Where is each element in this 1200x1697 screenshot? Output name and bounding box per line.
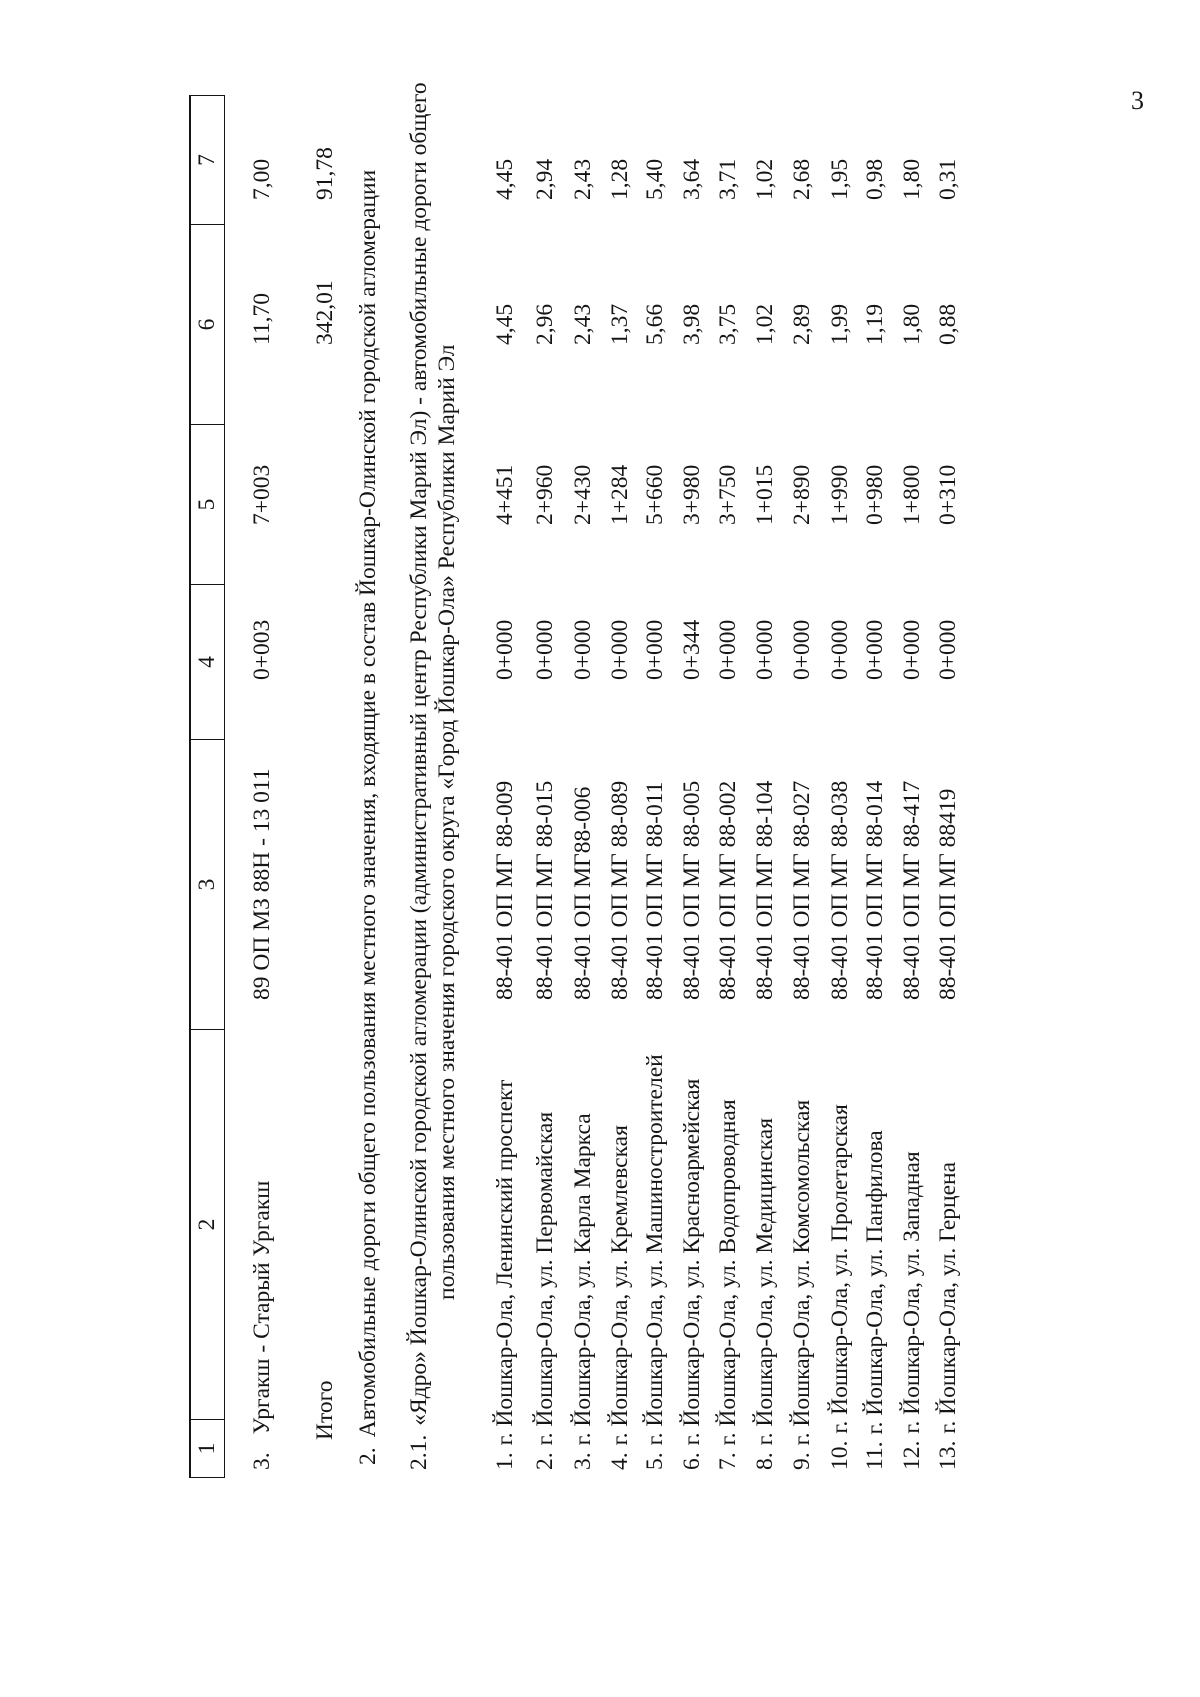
header-cell-7: 7 [191, 95, 224, 225]
road-name: г. Йошкар-Ола, ул. Панфилова [862, 1130, 888, 1435]
table-row [565, 95, 601, 1470]
empty-cell [307, 525, 343, 680]
end-chainage: 0+310 [935, 464, 961, 525]
value-col-6: 1,99 [827, 303, 853, 345]
road-cell [784, 1000, 820, 1470]
road-cell [602, 1000, 638, 1470]
table-row [747, 95, 783, 1470]
table-row [822, 95, 858, 1470]
row-number: 2. [532, 1452, 558, 1470]
value-col-7: 0,98 [862, 158, 888, 200]
value-col-6: 0,88 [935, 303, 961, 345]
table-row [674, 95, 710, 1470]
subsection-text-2: пользования местного значения городского округа «Город Йошкар-Ола» Республики Марий Эл [434, 344, 460, 1300]
subsection-line-1 [405, 82, 433, 1470]
start-chainage: 0+000 [570, 619, 596, 680]
header-cell-1: 1 [191, 1420, 224, 1478]
header-cell-2: 2 [191, 1030, 224, 1420]
section-heading [350, 170, 386, 1465]
value-col-7: 1,95 [827, 158, 853, 200]
value-col-6: 2,43 [570, 303, 596, 345]
header-cell-3: 3 [191, 740, 224, 1030]
row-number: 10. [827, 1440, 853, 1470]
section-number: 2. [355, 1447, 381, 1465]
row-number: 9. [789, 1452, 815, 1470]
start-chainage: 0+000 [715, 619, 741, 680]
road-id: 88-401 ОП МГ 88-014 [862, 780, 888, 1000]
road-name: г. Йошкар-Ола, ул. Западная [899, 1151, 925, 1434]
start-chainage: 0+000 [752, 619, 778, 680]
row-number: 5. [642, 1452, 668, 1470]
start-chainage: 0+003 [249, 619, 275, 680]
road-id: 88-401 ОП МГ 88-015 [532, 780, 558, 1000]
road-cell [930, 1000, 966, 1470]
table-row [784, 95, 820, 1470]
value-col-7: 3,64 [679, 158, 705, 200]
value-col-6: 5,66 [642, 303, 668, 345]
start-chainage: 0+344 [679, 619, 705, 680]
start-chainage: 0+000 [532, 619, 558, 680]
road-id: 89 ОП МЗ 88Н - 13 011 [249, 768, 275, 1000]
road-id: 88-401 ОП МГ 88-027 [789, 780, 815, 1000]
road-cell [244, 1000, 280, 1470]
table-row [602, 95, 638, 1470]
start-chainage: 0+000 [789, 619, 815, 680]
road-cell [637, 1000, 673, 1470]
value-col-6: 2,96 [532, 303, 558, 345]
table-row [857, 95, 893, 1470]
value-col-6: 1,19 [862, 303, 888, 345]
road-id: 88-401 ОП МГ 88419 [935, 788, 961, 1000]
table-row [527, 95, 563, 1470]
end-chainage: 2+430 [570, 464, 596, 525]
road-id: 88-401 ОП МГ 88-089 [607, 780, 633, 1000]
end-chainage: 3+750 [715, 464, 741, 525]
value-col-7: 2,94 [532, 158, 558, 200]
end-chainage: 5+660 [642, 464, 668, 525]
value-col-7: 4,45 [492, 158, 518, 200]
road-name: г. Йошкар-Ола, ул. Водопроводная [715, 1099, 741, 1446]
table-row [244, 95, 280, 1470]
start-chainage: 0+000 [935, 619, 961, 680]
row-number: 3. [570, 1452, 596, 1470]
start-chainage: 0+000 [862, 619, 888, 680]
value-col-7: 0,31 [935, 158, 961, 200]
road-id: 88-401 ОП МГ 88-011 [642, 781, 668, 1000]
end-chainage: 2+960 [532, 464, 558, 525]
total-col-6: 342,01 [312, 280, 338, 345]
road-name: Ургакш - Старый Ургакш [249, 1180, 275, 1435]
table-row [637, 95, 673, 1470]
page-number: 3 [1131, 86, 1144, 115]
road-name: г. Йошкар-Ола, ул. Кремлевская [607, 1125, 633, 1446]
road-id: 88-401 ОП МГ 88-104 [752, 780, 778, 1000]
start-chainage: 0+000 [827, 619, 853, 680]
road-cell [487, 1000, 523, 1470]
road-cell [527, 1000, 563, 1470]
road-name: г. Йошкар-Ола, ул. Карла Маркса [570, 1113, 596, 1446]
row-number: 4. [607, 1452, 633, 1470]
total-row [307, 95, 343, 1470]
road-name: г. Йошкар-Ола, ул. Комсомольская [789, 1099, 815, 1446]
road-name: г. Йошкар-Ола, ул. Пролетарская [827, 1104, 853, 1434]
row-number: 12. [899, 1440, 925, 1470]
empty-cell [307, 345, 343, 525]
value-col-6: 3,98 [679, 303, 705, 345]
value-col-7: 2,43 [570, 158, 596, 200]
row-number: 8. [752, 1452, 778, 1470]
empty-cell [307, 680, 343, 1000]
end-chainage: 1+284 [607, 464, 633, 525]
value-col-7: 1,80 [899, 158, 925, 200]
row-number: 3. [249, 1452, 275, 1470]
end-chainage: 1+800 [899, 464, 925, 525]
subsection-number: 2.1. [406, 1434, 432, 1470]
value-col-7: 5,40 [642, 158, 668, 200]
road-cell [674, 1000, 710, 1470]
road-cell [710, 1000, 746, 1470]
row-number: 11. [862, 1441, 888, 1470]
value-col-7: 3,71 [715, 158, 741, 200]
value-col-6: 4,45 [492, 303, 518, 345]
road-name: г. Йошкар-Ола, ул. Медицинская [752, 1117, 778, 1446]
road-name: г. Йошкар-Ола, ул. Первомайская [532, 1111, 558, 1446]
value-col-6: 1,37 [607, 303, 633, 345]
road-cell [565, 1000, 601, 1470]
table-row [930, 95, 966, 1470]
end-chainage: 1+015 [752, 464, 778, 525]
road-id: 88-401 ОП МГ88-006 [570, 786, 596, 1000]
road-id: 88-401 ОП МГ 88-417 [899, 780, 925, 1000]
value-col-6: 11,70 [249, 292, 275, 345]
road-cell [822, 1000, 858, 1470]
header-cell-5: 5 [191, 425, 224, 585]
value-col-7: 1,28 [607, 158, 633, 200]
road-name: г. Йошкар-Ола, ул. Герцена [935, 1161, 961, 1434]
end-chainage: 1+990 [827, 464, 853, 525]
table-row [894, 95, 930, 1470]
row-number: 7. [715, 1452, 741, 1470]
road-name: г. Йошкар-Ола, ул. Красноармейская [679, 1078, 705, 1446]
value-col-7: 2,68 [789, 158, 815, 200]
road-id: 88-401 ОП МГ 88-002 [715, 780, 741, 1000]
road-name: г. Йошкар-Ола, ул. Машиностроителей [642, 1054, 668, 1446]
total-label: Итого [312, 1380, 338, 1440]
value-col-6: 3,75 [715, 303, 741, 345]
road-id: 88-401 ОП МГ 88-005 [679, 780, 705, 1000]
end-chainage: 3+980 [679, 464, 705, 525]
table-row [710, 95, 746, 1470]
road-cell [747, 1000, 783, 1470]
end-chainage: 2+890 [789, 464, 815, 525]
road-id: 88-401 ОП МГ 88-009 [492, 780, 518, 1000]
header-cell-4: 4 [191, 585, 224, 740]
start-chainage: 0+000 [642, 619, 668, 680]
subsection-text-1: «Ядро» Йошкар-Олинской городской агломерации (административный центр Республики Марий Эл) - автомобильные дороги общего [406, 82, 432, 1426]
value-col-6: 2,89 [789, 303, 815, 345]
value-col-6: 1,02 [752, 303, 778, 345]
header-cell-6: 6 [191, 225, 224, 425]
row-number: 6. [679, 1452, 705, 1470]
end-chainage: 7+003 [249, 464, 275, 525]
total-col-7: 91,78 [312, 147, 338, 200]
road-cell [894, 1000, 930, 1470]
table-header [189, 95, 225, 1478]
subsection-heading [405, 82, 461, 1470]
value-col-6: 1,80 [899, 303, 925, 345]
row-number: 13. [935, 1440, 961, 1470]
end-chainage: 4+451 [492, 464, 518, 525]
value-col-7: 1,02 [752, 158, 778, 200]
end-chainage: 0+980 [862, 464, 888, 525]
value-col-7: 7,00 [249, 158, 275, 200]
row-number: 1. [492, 1452, 518, 1470]
start-chainage: 0+000 [607, 619, 633, 680]
road-cell [857, 1000, 893, 1470]
road-name: г. Йошкар-Ола, Ленинский проспект [492, 1079, 518, 1446]
road-id: 88-401 ОП МГ 88-038 [827, 780, 853, 1000]
section-title: Автомобильные дороги общего пользования местного значения, входящие в состав Йошкар-Олинской городской агломерации [355, 169, 381, 1438]
start-chainage: 0+000 [492, 619, 518, 680]
table-row [487, 95, 523, 1470]
start-chainage: 0+000 [899, 619, 925, 680]
